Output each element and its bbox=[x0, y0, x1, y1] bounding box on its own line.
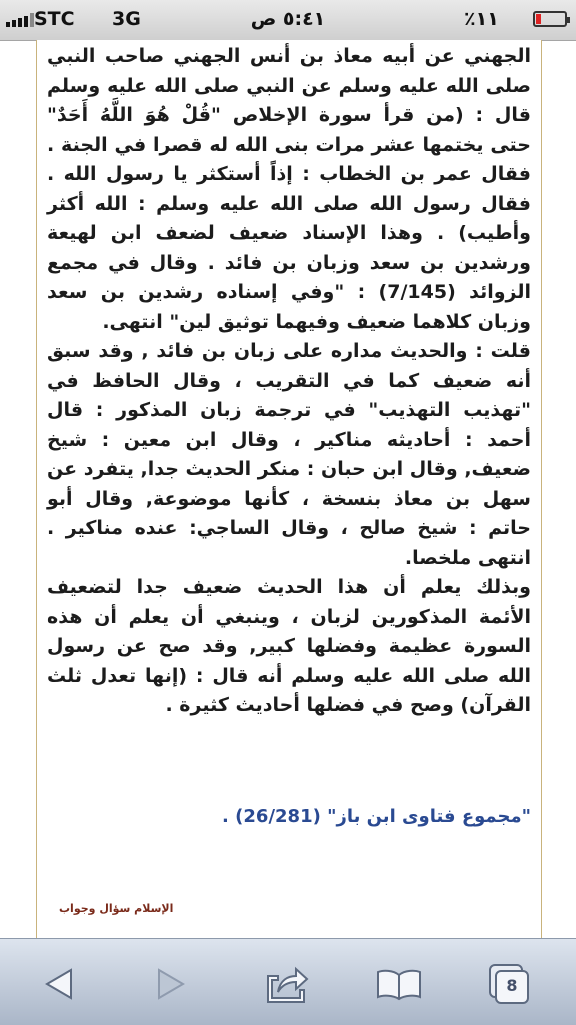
browser-toolbar bbox=[0, 938, 576, 1025]
battery-percent: ٪١١ bbox=[464, 8, 499, 30]
web-page-content[interactable] bbox=[36, 40, 542, 938]
fatwa-article bbox=[47, 42, 531, 721]
source-citation: "مجموع فتاوى ابن باز" (26/281) . bbox=[222, 806, 531, 827]
share-button[interactable] bbox=[252, 959, 322, 1009]
forward-arrow-icon bbox=[153, 966, 189, 1002]
status-bar bbox=[0, 0, 576, 41]
tabs-icon bbox=[486, 963, 532, 1005]
forward-button[interactable] bbox=[136, 959, 206, 1009]
site-logo[interactable]: الإسلام سؤال وجواب bbox=[59, 902, 174, 915]
battery-icon bbox=[533, 11, 567, 27]
bookmarks-button[interactable] bbox=[364, 959, 434, 1009]
back-button[interactable] bbox=[24, 959, 94, 1009]
carrier-name: STC bbox=[34, 8, 75, 30]
bookmarks-icon bbox=[375, 967, 423, 1001]
article-paragraph: وبذلك يعلم أن هذا الحديث ضعيف جدا لتضعيف الأئمة المذكورين لزبان ، وينبغي أن يعلم أن هذه السورة عظيمة وفضلها كبير, وقد صح عن رسول الله صلى الله عليه وسلم أنه قال : (إنها تعدل ثلث القرآن) وصح في فضلها أحاديث كثيرة . bbox=[47, 576, 531, 716]
back-arrow-icon bbox=[41, 966, 77, 1002]
article-paragraph: الجهني عن أبيه معاذ بن أنس الجهني صاحب النبي صلى الله عليه وسلم عن النبي صلى الله عليه وسلم قال : (من قرأ سورة الإخلاص "قُلْ هُوَ اللَّهُ أَحَدٌ" حتى يختمها عشر مرات بنى الله له قصرا في الجنة . فقال عمر بن الخطاب : إذاً أستكثر يا رسول الله . فقال رسول الله صلى الله عليه وسلم : الله أكثر وأطيب) . وهذا الإسناد ضعيف لضعف ابن لهيعة ورشدين بن سعد وزبان بن فائد . وقال في مجمع الزوائد (7/145) : "وفي إسناده رشدين بن سعد وزبان كلاهما ضعيف وفيهما توثيق لين" انتهى. bbox=[47, 45, 532, 333]
share-icon bbox=[264, 964, 310, 1004]
tabs-count: 8 bbox=[506, 976, 518, 995]
article-paragraph: قلت : والحديث مداره على زبان بن فائد , وقد سبق أنه ضعيف كما في التقريب ، وقال الحافظ في "تهذيب التهذيب" في ترجمة زبان المذكور : قال أحمد : أحاديثه مناكير ، وقال ابن معين : شيخ ضعيف, وقال ابن حبان : منكر الحديث جدا, يتفرد عن سهل بن معاذ بنسخة ، كأنها موضوعة, وقال أبو حاتم : شيخ صالح ، وقال الساجي: عنده مناكير . انتهى ملخصا. bbox=[47, 340, 531, 569]
network-type: 3G bbox=[112, 8, 141, 30]
tabs-button[interactable] bbox=[474, 959, 544, 1009]
status-clock: ٥:٤١ ص bbox=[250, 8, 326, 30]
